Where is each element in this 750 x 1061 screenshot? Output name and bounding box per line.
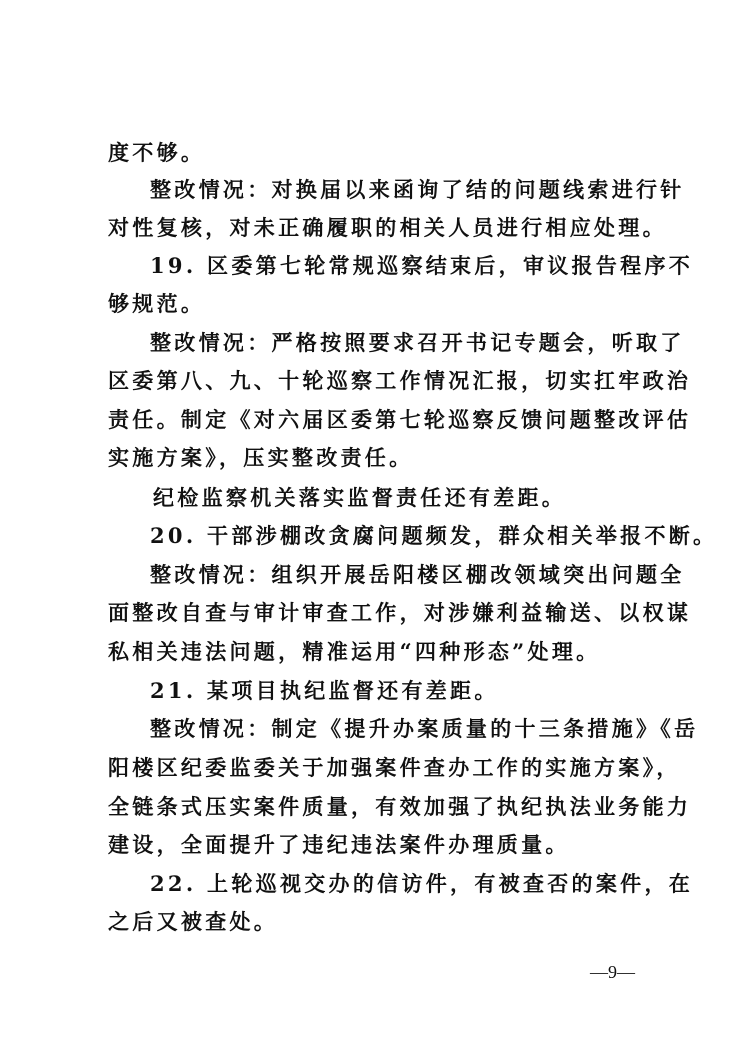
item-heading: 20. 干部涉棚改贪腐问题频发，群众相关举报不断。: [150, 523, 718, 548]
text-line: 私相关违法问题，精准运用“四种形态”处理。: [108, 639, 601, 664]
text-line: 整改情况：制定《提升办案质量的十三条措施》《岳: [150, 716, 699, 741]
text-line: 全链条式压实案件质量，有效加强了执纪执法业务能力: [108, 794, 692, 819]
page-number: —9—: [590, 962, 635, 982]
text-line: 实施方案》，压实整改责任。: [108, 445, 414, 470]
text-line: 责任。制定《对六届区委第七轮巡察反馈问题整改评估: [108, 407, 692, 432]
section-heading: 纪检监察机关落实监督责任还有差距。: [153, 485, 567, 510]
text-line: 面整改自查与审计审查工作，对涉嫌利益输送、以权谋: [108, 600, 692, 625]
text-line: 阳楼区纪委监委关于加强案件查办工作的实施方案》，: [108, 755, 681, 780]
text-line: 够规范。: [108, 291, 206, 316]
item-heading: 19. 区委第七轮常规巡察结束后，审议报告程序不: [150, 253, 694, 278]
text-line: 对性复核，对未正确履职的相关人员进行相应处理。: [108, 215, 667, 240]
text-line: 建设，全面提升了违纪违法案件办理质量。: [108, 832, 570, 857]
item-heading: 21. 某项目执纪监督还有差距。: [150, 678, 499, 703]
text-line: 整改情况：对换届以来函询了结的问题线索进行针: [150, 177, 685, 202]
text-line: 度不够。: [108, 140, 206, 165]
text-line: 之后又被查处。: [108, 909, 279, 934]
text-line: 区委第八、九、十轮巡察工作情况汇报，切实扛牢政治: [108, 368, 692, 393]
text-line: 整改情况：组织开展岳阳楼区棚改领域突出问题全: [150, 562, 685, 587]
text-line: 整改情况：严格按照要求召开书记专题会，听取了: [150, 330, 685, 355]
item-heading: 22. 上轮巡视交办的信访件，有被查否的案件，在: [150, 871, 694, 896]
